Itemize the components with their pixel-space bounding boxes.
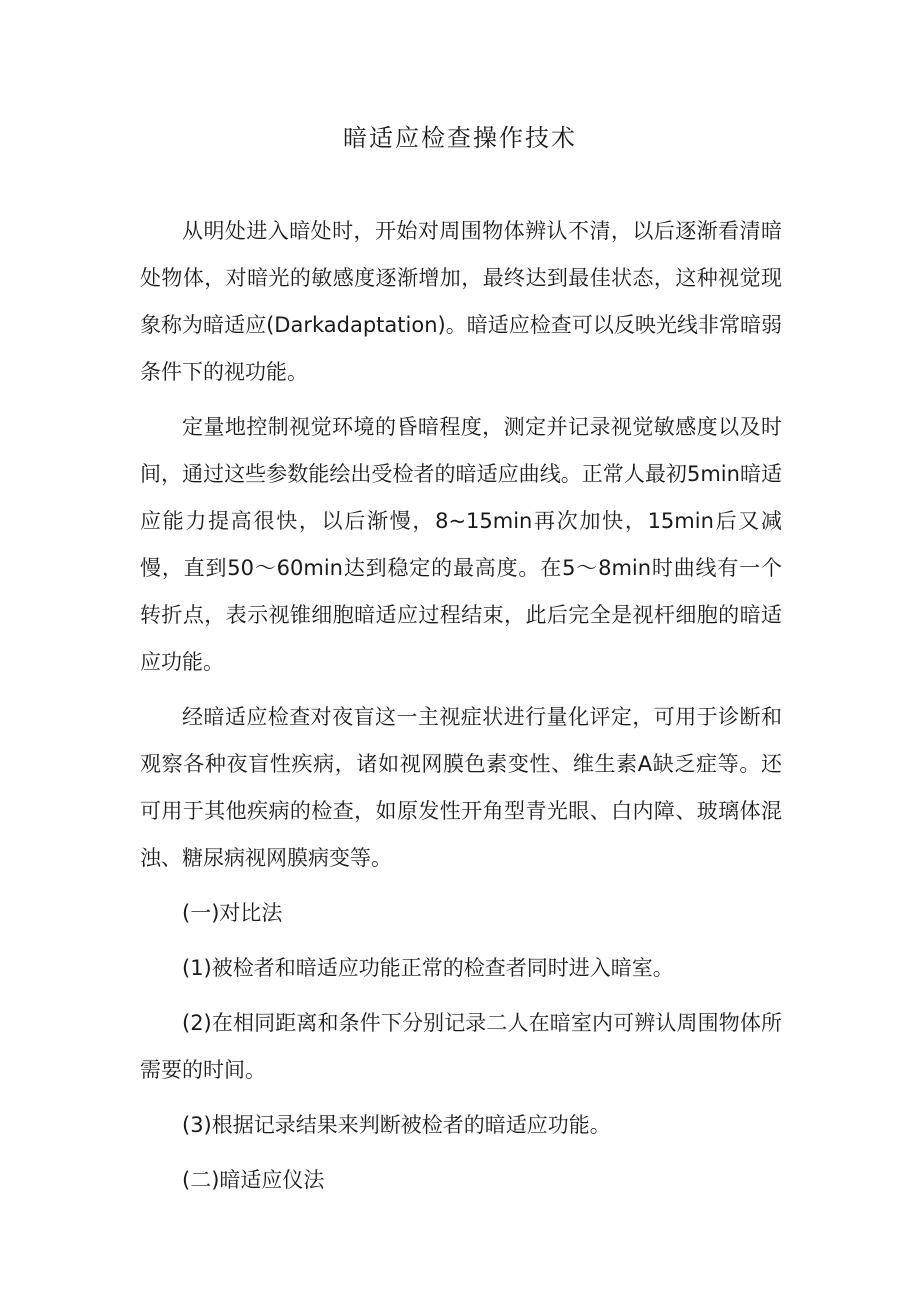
paragraph-definition: 从明处进入暗处时，开始对周围物体辨认不清，以后逐渐看清暗处物体，对暗光的敏感度逐渐增加，最终达到最佳状态，这种视觉现象称为暗适应(Darkadaptation)。暗适应检查可以反映光线非常暗弱条件下的视功能。 [140,219,782,384]
section-heading-comparison-method: (一)对比法 [182,901,283,925]
document-body [140,208,782,1212]
section-heading-instrument-method: (二)暗适应仪法 [182,1168,325,1192]
paragraph-clinical-use: 经暗适应检查对夜盲这一主视症状进行量化评定，可用于诊断和观察各种夜盲性疾病，诸如视网膜色素变性、维生素A缺乏症等。还可用于其他疾病的检查，如原发性开角型青光眼、白内障、玻璃体混浊、糖尿病视网膜病变等。 [140,705,782,870]
step-1: (1)被检者和暗适应功能正常的检查者同时进入暗室。 [182,956,674,980]
document-title: 暗适应检查操作技术 [343,124,577,152]
step-3: (3)根据记录结果来判断被检者的暗适应功能。 [182,1113,611,1137]
step-2: (2)在相同距离和条件下分别记录二人在暗室内可辨认周围物体所需要的时间。 [140,1011,782,1082]
paragraph-curve: 定量地控制视觉环境的昏暗程度，测定并记录视觉敏感度以及时间，通过这些参数能绘出受检者的暗适应曲线。正常人最初5min暗适应能力提高很快，以后渐慢，8~15min再次加快，15min后又减慢，直到50～60min达到稳定的最高度。在5～8min时曲线有一个转折点，表示视锥细胞暗适应过程结束，此后完全是视杆细胞的暗适应功能。 [140,415,782,674]
